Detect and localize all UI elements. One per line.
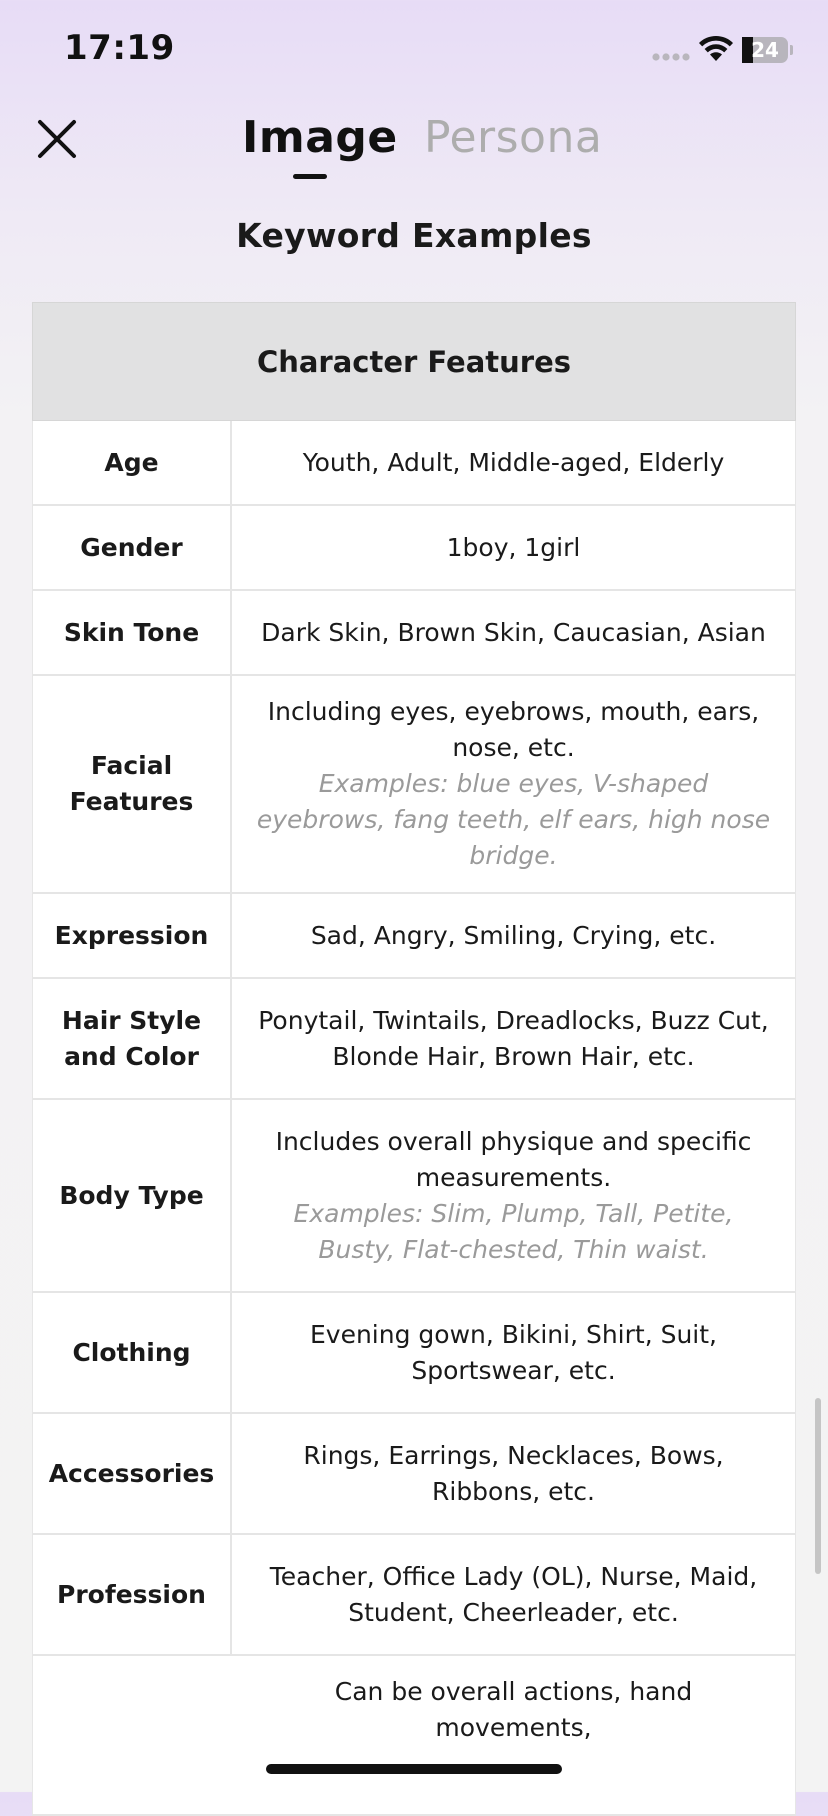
battery-icon: [742, 37, 792, 63]
row-label: Accessories: [33, 1414, 232, 1533]
table-row: [32, 1656, 796, 1816]
row-value: [232, 1293, 795, 1412]
row-label: Body Type: [33, 1100, 232, 1291]
section-title: Keyword Examples: [236, 216, 592, 255]
row-value-text: Can be overall actions, hand movements,: [334, 1677, 693, 1742]
table-row: [32, 676, 796, 894]
table-row: [32, 894, 796, 979]
row-value: [232, 506, 795, 589]
row-value: [232, 894, 795, 977]
status-time: 17:19: [64, 28, 175, 68]
table-row: [32, 506, 796, 591]
row-value: [232, 421, 795, 504]
row-value-text: 1boy, 1girl: [446, 532, 581, 562]
row-value: [232, 1100, 795, 1291]
row-value-text: Rings, Earrings, Necklaces, Bows, Ribbons, etc.: [303, 1440, 724, 1506]
table-header: Character Features: [32, 302, 796, 421]
row-label: Facial Features: [33, 676, 232, 892]
row-label: Hair Style and Color: [33, 979, 232, 1098]
home-indicator[interactable]: [266, 1764, 562, 1774]
tab-image[interactable]: Image: [242, 112, 398, 163]
row-label: Skin Tone: [33, 591, 232, 674]
table-row: [32, 979, 796, 1100]
row-value-text: Includes overall physique and specific measurements.: [275, 1126, 752, 1192]
keyword-table[interactable]: [32, 302, 796, 1742]
row-example-text: Examples: blue eyes, V-shaped eyebrows, fang teeth, elf ears, high nose bridge.: [256, 769, 771, 870]
row-label: Gender: [33, 506, 232, 589]
row-value: [232, 1656, 795, 1764]
row-label: Age: [33, 421, 232, 504]
status-bar: [0, 0, 828, 100]
row-value-text: Ponytail, Twintails, Dreadlocks, Buzz Cut, Blonde Hair, Brown Hair, etc.: [258, 1005, 769, 1071]
row-label: Expression: [33, 894, 232, 977]
row-value: [232, 979, 795, 1098]
table-row: [32, 1100, 796, 1293]
row-label: Clothing: [33, 1293, 232, 1412]
table-rows: [32, 421, 796, 1816]
scrollbar[interactable]: [815, 1398, 821, 1574]
row-value: [232, 676, 795, 892]
row-value-text: Including eyes, eyebrows, mouth, ears, nose, etc.: [267, 697, 760, 762]
close-icon[interactable]: [36, 118, 78, 160]
row-example-text: Examples: Slim, Plump, Tall, Petite, Busty, Flat-chested, Thin waist.: [293, 1198, 734, 1264]
table-row: [32, 421, 796, 506]
row-value: [232, 591, 795, 674]
wifi-icon: [698, 34, 734, 62]
battery-level-text: 24: [751, 38, 779, 62]
row-value-text: Dark Skin, Brown Skin, Caucasian, Asian: [261, 617, 766, 647]
row-value: [232, 1414, 795, 1533]
table-row: [32, 1414, 796, 1535]
row-value: [232, 1535, 795, 1654]
active-tab-indicator: [293, 174, 327, 179]
table-row: [32, 1535, 796, 1656]
row-label: Profession: [33, 1535, 232, 1654]
row-value-text: Youth, Adult, Middle-aged, Elderly: [302, 447, 725, 477]
row-value-text: Sad, Angry, Smiling, Crying, etc.: [310, 920, 717, 950]
cellular-signal-icon: [652, 52, 690, 62]
row-value-text: Evening gown, Bikini, Shirt, Suit, Sportswear, etc.: [309, 1319, 718, 1385]
table-row: [32, 1293, 796, 1414]
tab-persona[interactable]: Persona: [424, 112, 603, 163]
row-value-text: Teacher, Office Lady (OL), Nurse, Maid, Student, Cheerleader, etc.: [269, 1561, 758, 1627]
table-row: [32, 591, 796, 676]
